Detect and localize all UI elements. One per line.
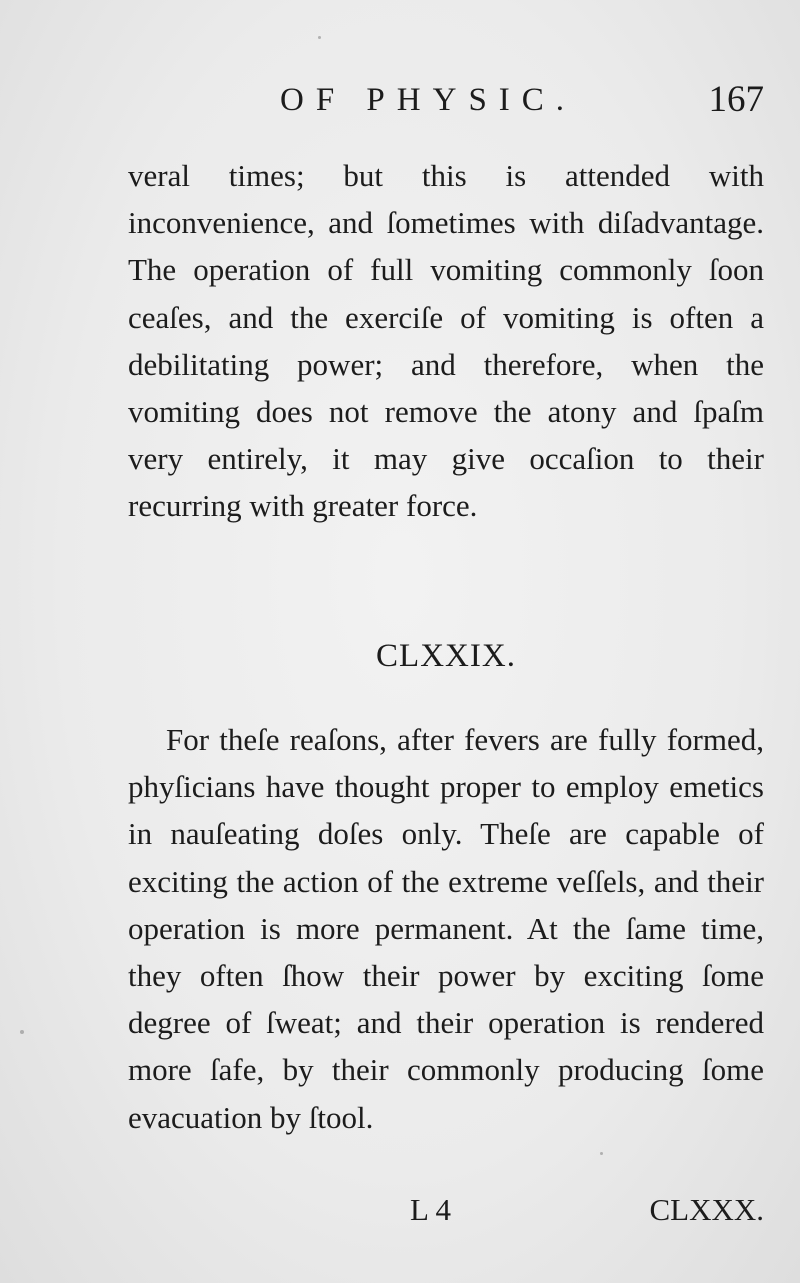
- paper-speck: [20, 1030, 24, 1034]
- section-heading: CLXXIX.: [376, 638, 516, 674]
- page-number: 167: [708, 79, 764, 120]
- paragraph-continued: veral times; but this is attended with inconvenience, and ſometimes with diſadvantage. The operation of full vomiting commonly ſoon ceaſes, and the exerciſe of vomiting is often a debilitating power; and therefore, when the vomiting does not remove the atony and ſpaſm very entirely, it may give occaſion to their recurring with greater force.: [128, 158, 764, 524]
- paper-speck: [600, 1152, 603, 1155]
- page-header: [128, 78, 764, 128]
- paragraph-section-clxxix: For theſe reaſons, after fevers are fully formed, phyſicians have thought proper to employ emetics in nauſeating doſes only. Theſe are capable of exciting the action of the extreme veſſels, and their operation is more permanent. At the ſame time, they often ſhow their power by exciting ſome degree of ſweat; and their operation is rendered more ſafe, by their commonly producing ſome evacuation by ſtool.: [128, 722, 764, 1135]
- running-head: OF PHYSIC.: [280, 82, 577, 118]
- page-footer: [128, 1192, 764, 1236]
- paper-speck: [318, 36, 321, 39]
- signature-mark: L 4: [410, 1192, 452, 1227]
- catchword: CLXXX.: [649, 1192, 764, 1227]
